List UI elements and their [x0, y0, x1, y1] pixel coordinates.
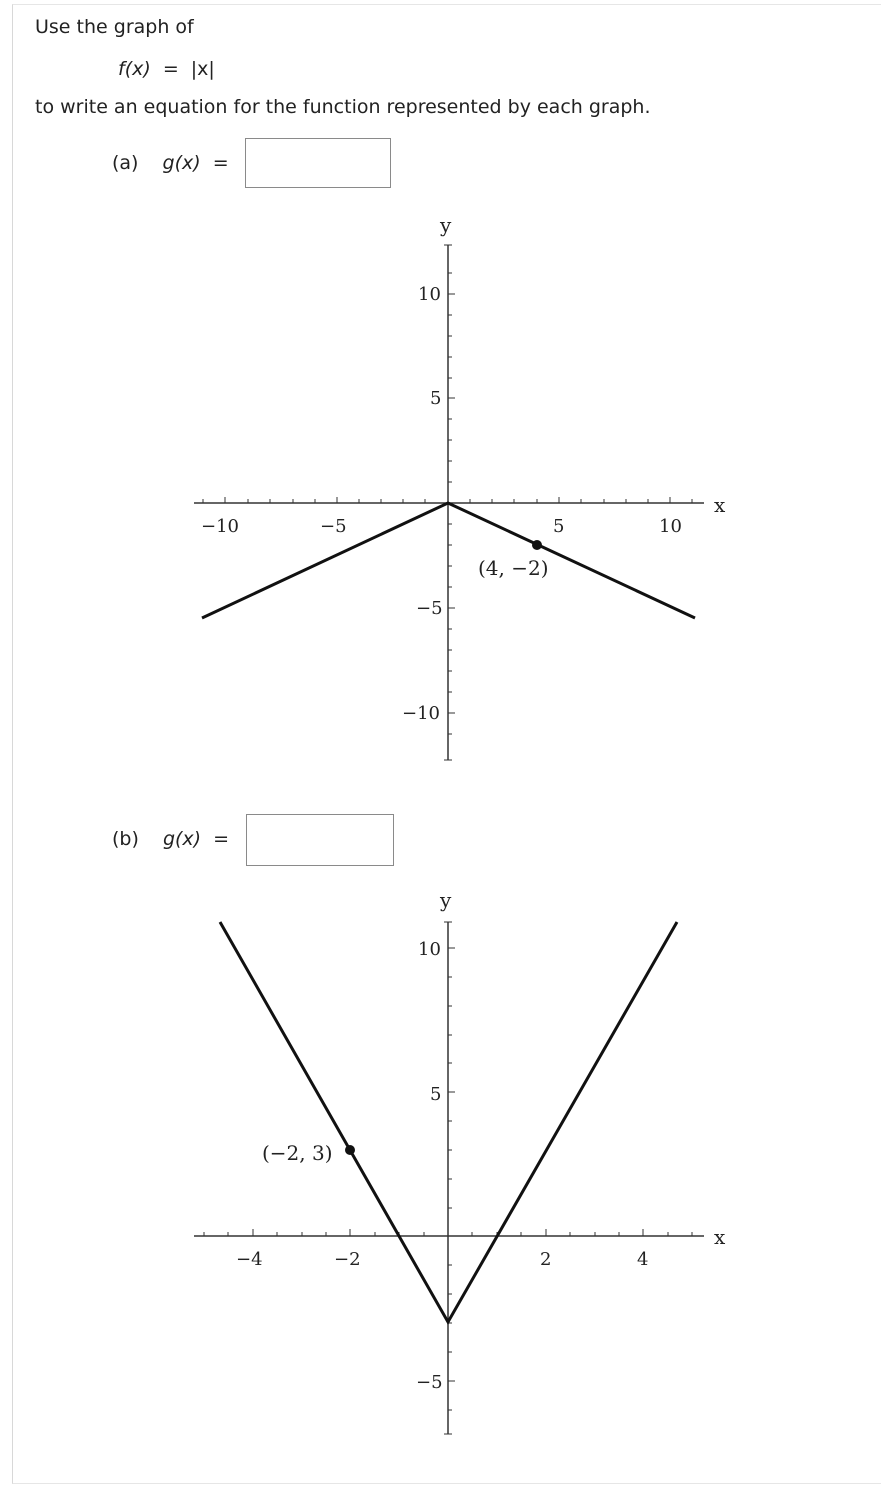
- graph-b-point: [345, 1145, 355, 1155]
- graph-b-ytick-5: 5: [430, 1084, 442, 1105]
- graph-a-ytick-neg5: −5: [416, 598, 443, 619]
- part-b-label-row: [112, 828, 229, 850]
- graph-b-ytick-neg5: −5: [416, 1372, 443, 1393]
- graph-b-x-label: x: [714, 1225, 726, 1249]
- part-a-equals: =: [212, 152, 229, 174]
- graph-b-xtick-neg2: −2: [334, 1249, 361, 1270]
- graph-a-xtick-neg10: −10: [201, 516, 239, 537]
- graph-a-xtick-neg5: −5: [320, 516, 347, 537]
- graph-b-ytick-10: 10: [418, 939, 441, 960]
- graph-a-xtick-10: 10: [659, 516, 682, 537]
- graph-a-y-label: y: [440, 213, 452, 237]
- graph-a-point: [532, 540, 542, 550]
- graph-a-x-label: x: [714, 493, 726, 517]
- function-rhs: |x|: [190, 58, 215, 80]
- graph-a-ytick-neg10: −10: [402, 703, 440, 724]
- function-lhs: f(x): [118, 58, 151, 80]
- graph-a-ytick-10: 10: [418, 284, 441, 305]
- part-a-func: g(x): [162, 152, 201, 174]
- intro-text: Use the graph of: [35, 16, 194, 38]
- part-a-label: (a): [112, 152, 139, 174]
- instruction-text: to write an equation for the function represented by each graph.: [35, 96, 651, 118]
- graph-b-point-label: (−2, 3): [262, 1141, 333, 1165]
- graph-b: [0, 870, 881, 1470]
- part-b-label: (b): [112, 828, 139, 850]
- part-b-func: g(x): [162, 828, 202, 850]
- graph-a-xtick-5: 5: [553, 516, 565, 537]
- graph-b-xtick-2: 2: [540, 1249, 552, 1270]
- graph-a-ytick-5: 5: [430, 388, 442, 409]
- part-b-answer-input[interactable]: [246, 814, 394, 866]
- graph-b-xtick-neg4: −4: [236, 1249, 263, 1270]
- graph-a-point-label: (4, −2): [478, 556, 549, 580]
- function-equals: =: [162, 58, 179, 80]
- graph-b-y-label: y: [440, 888, 452, 912]
- part-b-equals: =: [213, 828, 230, 850]
- graph-b-xtick-4: 4: [637, 1249, 649, 1270]
